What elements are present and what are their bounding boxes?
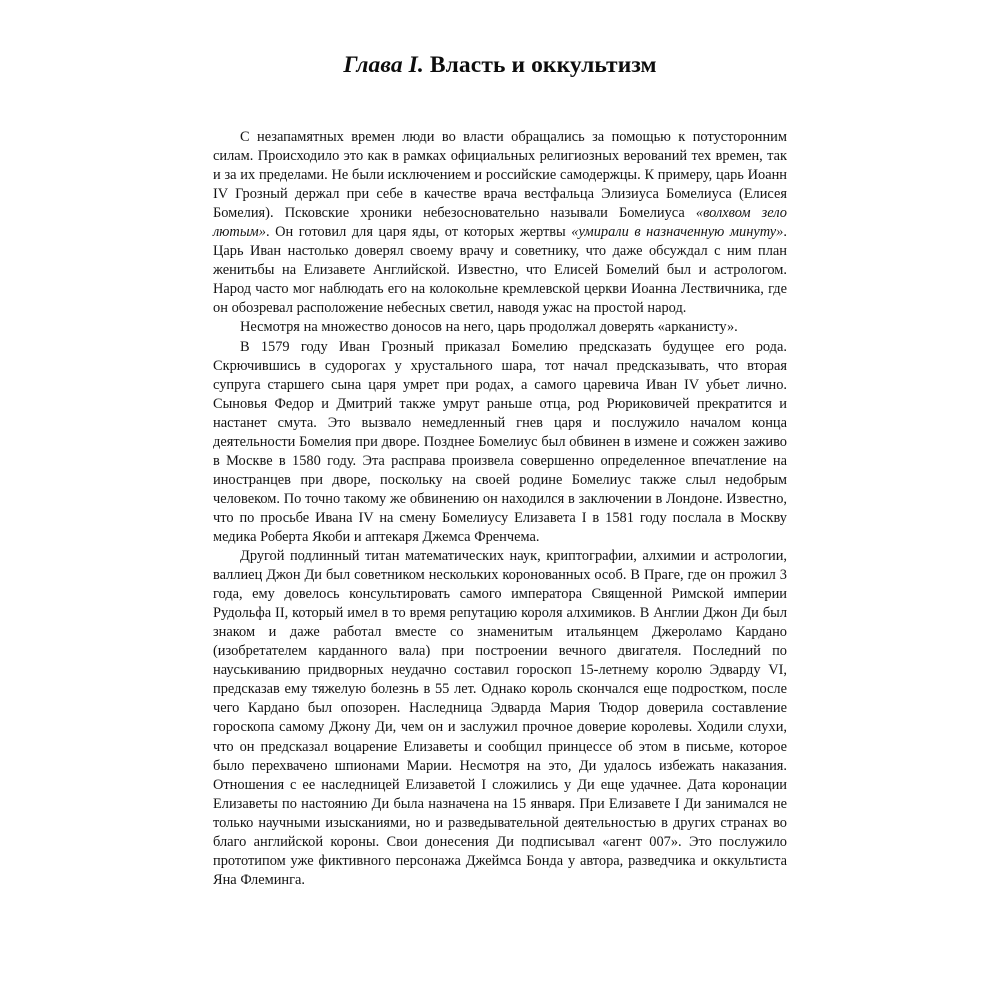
paragraph-3: В 1579 году Иван Грозный приказал Бомелию предсказать будущее его рода. Скрючившись в судорогах у хрустального шара, тот начал предсказывать, что вторая супруга старшего сына царя умрет при родах, а самого царевича Иван IV убьет лично. Сыновья Федор и Дмитрий также умрут раньше отца, род Рюриковичей прекратится и настанет смута. Это вызвало немедленный гнев царя и послужило началом конца деятельности Бомелия при дворе. Позднее Бомелиус был обвинен в измене и сожжен заживо в Москве в 1580 году. Эта расправа произвела совершенно определенное впечатление на иностранцев при дворе, поскольку на своей родине Бомелиус также слыл недобрым человеком. По точно такому же обвинению он находился в заключении в Лондоне. Известно, что по просьбе Ивана IV на смену Бомелиусу Елизавета I в 1581 году послала в Москву медика Роберта Якоби и аптекаря Джемса Френчема. xyxy=(213,338,787,545)
page-title xyxy=(0,0,1000,79)
paragraph-1: С незапамятных времен люди во власти обращались за помощью к потусторонним силам. Происходило это как в рамках официальных религиозных верований тех времен, так и за их пределами. Не были исключением и российские самодержцы. К примеру, царь Иоанн IV Грозный держал при себе в качестве врача вестфальца Элизиуса Бомелиуса (Елисея Бомелия). Псковские хроники небезосновательно называли Бомелиуса «волхвом зело лютым». Он готовил для царя яды, от которых жертвы «умирали в назначенную минуту». Царь Иван настолько доверял своему врачу и советнику, что даже обсуждал с ним план женитьбы на Елизавете Английской. Известно, что Елисей Бомелий был и астрологом. Народ часто мог наблюдать его на колокольне кремлевской церкви Иоанна Лествичника, где он обозревал расположение небесных светил, наводя ужас на простой народ. xyxy=(213,129,787,317)
chapter-title-text: Власть и оккультизм xyxy=(429,52,657,78)
body-text xyxy=(213,128,787,890)
paragraph-2: Несмотря на множество доносов на него, царь продолжал доверять «арканисту». xyxy=(240,319,738,336)
paragraph-4: Другой подлинный титан математических наук, криптографии, алхимии и астрологии, валлиец Джон Ди был советником нескольких коронованных особ. В Праге, где он прожил 3 года, ему довелось консультировать самого императора Священной Римской империи Рудольфа II, который имел в то время репутацию короля алхимиков. В Англии Джон Ди был знаком и даже работал вместе со знаменитым итальянцем Джероламо Кардано (изобретателем карданного вала) при построении вечного двигателя. Последний по науськиванию придворных неудачно составил гороскоп 15-летнему королю Эдварду VI, предсказав ему тяжелую болезнь в 55 лет. Однако король скончался еще подростком, после чего Кардано был опозорен. Наследница Эдварда Мария Тюдор доверила составление гороскопа самому Джону Ди, чем он и заслужил прочное доверие королевы. Ходили слухи, что он предсказал воцарение Елизаветы и сообщил принцессе об этом в письме, которое было перехвачено шпионами Марии. Несмотря на это, Ди удалось избежать наказания. Отношения с ее наследницей Елизаветой I сложились у Ди еще удачнее. Дата коронации Елизаветы по настоянию Ди была назначена на 15 января. При Елизавете I Ди занимался не только научными изысканиями, но и разведывательной деятельностью в других странах во благо английской короны. Свои донесения Ди подписывал «агент 007». Это послужило прототипом уже фиктивного персонажа Джеймса Бонда у автора, разведчика и оккультиста Яна Флеминга. xyxy=(213,548,787,888)
chapter-number: Глава I. xyxy=(343,52,424,78)
